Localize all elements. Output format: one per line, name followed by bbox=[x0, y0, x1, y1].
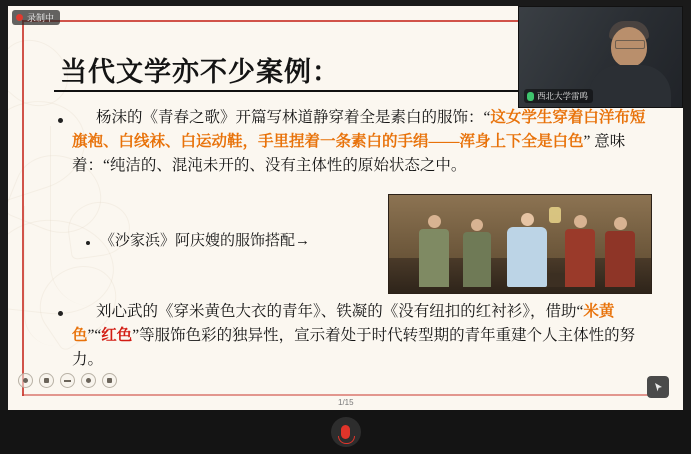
pen-icon bbox=[23, 378, 28, 383]
glasses-icon bbox=[615, 40, 645, 49]
bullet-marker bbox=[86, 241, 90, 245]
photo-figure bbox=[507, 213, 547, 289]
highlighter-icon bbox=[44, 378, 49, 383]
undo-icon bbox=[107, 378, 112, 383]
shape-tool-button[interactable] bbox=[81, 373, 96, 388]
mute-toggle-button[interactable] bbox=[331, 417, 361, 447]
eraser-icon bbox=[64, 380, 71, 382]
recording-label: 录制中 bbox=[27, 13, 55, 23]
microphone-icon bbox=[527, 92, 534, 101]
text-segment: 刘心武的《穿米黄色大衣的青年》、铁凝的《没有纽扣的红衬衫》，借助“ bbox=[96, 303, 584, 320]
laser-pointer-button[interactable] bbox=[647, 376, 669, 398]
slide-border-bottom bbox=[22, 394, 662, 396]
slide-image-stage-photo bbox=[388, 194, 652, 294]
photo-figure bbox=[565, 215, 595, 289]
slide-page-indicator: 1/15 bbox=[338, 398, 354, 407]
photo-figure bbox=[419, 215, 449, 289]
recording-dot-icon bbox=[16, 14, 23, 21]
microphone-icon bbox=[341, 425, 350, 439]
text-segment: 杨沫的《青春之歌》开篇写林道静穿着全是素白的服饰：“ bbox=[96, 109, 491, 126]
webcam-person-body bbox=[589, 65, 671, 108]
undo-tool-button[interactable] bbox=[102, 373, 117, 388]
text-segment: ” 意味着：“纯洁的、混沌未开的、没有主体性的原始状态之中。 bbox=[72, 133, 626, 175]
webcam-name-label bbox=[524, 89, 593, 103]
slide-title: 当代文学亦不少案例： bbox=[60, 57, 340, 87]
recording-status-badge bbox=[12, 10, 60, 25]
photo-lantern bbox=[549, 207, 561, 223]
shape-icon bbox=[86, 378, 91, 383]
text-segment: 米黄色 bbox=[72, 303, 615, 345]
annotation-toolbar[interactable] bbox=[18, 373, 117, 388]
slide-border-left bbox=[22, 20, 24, 396]
slide-paragraph-1 bbox=[72, 106, 650, 178]
photo-figure bbox=[605, 217, 635, 289]
slide-paragraph-2 bbox=[100, 230, 310, 253]
bullet-marker bbox=[58, 118, 63, 123]
photo-figure bbox=[463, 219, 491, 289]
pointer-icon bbox=[653, 382, 664, 393]
highlighter-tool-button[interactable] bbox=[39, 373, 54, 388]
bottom-control-bar bbox=[0, 410, 691, 454]
bullet-marker bbox=[58, 311, 63, 316]
text-segment: 这女学生穿着白洋布短旗袍、白线袜、白运动鞋，手里捏着一条素白的手绢——浑身上下全是白色 bbox=[72, 109, 646, 151]
webcam-video-tile[interactable] bbox=[518, 6, 683, 108]
text-segment: 《沙家浜》阿庆嫂的服饰搭配→ bbox=[100, 233, 311, 249]
text-segment: ”等服饰色彩的独异性，宣示着处于时代转型期的青年重建个人主体性的努力。 bbox=[72, 327, 636, 369]
slide-paragraph-3 bbox=[72, 300, 652, 372]
text-segment: 红色 bbox=[101, 327, 133, 345]
text-segment: ”“ bbox=[87, 327, 102, 345]
participant-name: 西北大学雷鸣 bbox=[537, 91, 589, 101]
pen-tool-button[interactable] bbox=[18, 373, 33, 388]
floral-stem-decoration bbox=[24, 206, 55, 346]
eraser-tool-button[interactable] bbox=[60, 373, 75, 388]
